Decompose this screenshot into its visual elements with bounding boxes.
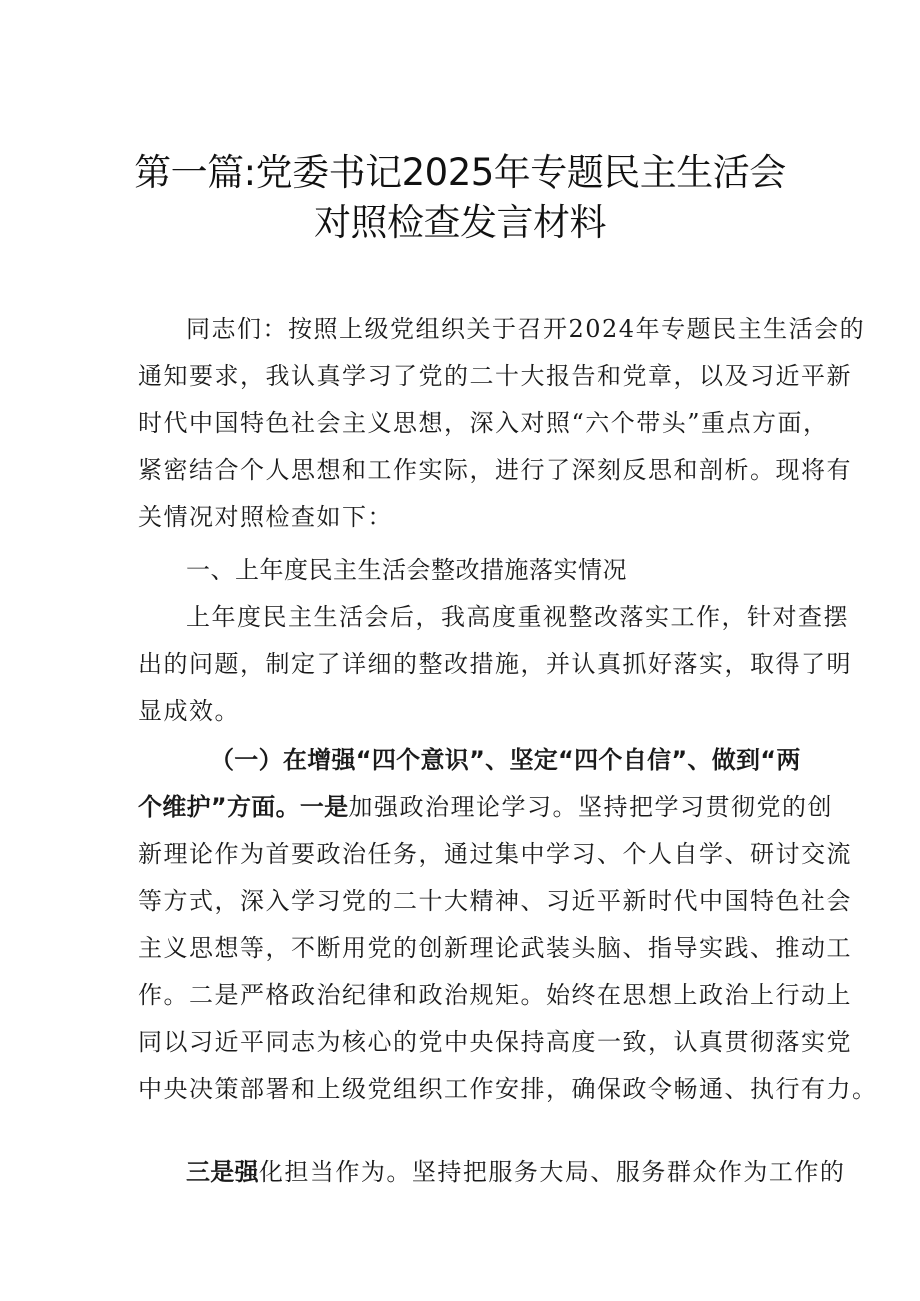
point-3-lead: 三是强 (186, 1158, 259, 1186)
subsection-1-heading: （一）在增强“四个意识”、坚定“四个自信”、做到“两 (210, 746, 801, 774)
intro-line: 通知要求，我认真学习了党的二十大报告和党章，以及习近平新 (138, 362, 852, 390)
intro-line: 紧密结合个人思想和工作实际，进行了深刻反思和剖析。现将有 (138, 456, 852, 484)
section-1-line: 显成效。 (138, 697, 240, 725)
point-3-paragraph (138, 1149, 846, 1196)
intro-line: 关情况对照检查如下： (138, 503, 393, 531)
subsection-1-paragraph (138, 737, 878, 1113)
section-1-paragraph (138, 594, 852, 735)
section-1-heading: 一、上年度民主生活会整改措施落实情况 (186, 556, 627, 584)
title-line-1: 第一篇:党委书记2025年专题民主生活会 (134, 151, 786, 194)
subsection-1-line: 新理论作为首要政治任务，通过集中学习、个人自学、研讨交流 (138, 840, 852, 868)
section-1-line: 出的问题，制定了详细的整改措施，并认真抓好落实，取得了明 (138, 650, 852, 678)
subsection-1-line (138, 784, 833, 831)
intro-line: 同志们：按照上级党组织关于召开2024年专题民主生活会的 (186, 315, 866, 343)
subsection-1-line: 同以习近平同志为核心的党中央保持高度一致，认真贯彻落实党 (138, 1028, 852, 1056)
section-1-heading-block (138, 547, 786, 594)
subsection-1-line: 主义思想等，不断用党的创新理论武装头脑、指导实践、推动工 (138, 934, 852, 962)
subsection-1-heading-cont: 个维护”方面。一是 (138, 793, 349, 821)
subsection-1-text: 加强政治理论学习。坚持把学习贯彻党的创 (348, 793, 833, 821)
intro-line: 时代中国特色社会主义思想，深入对照“六个带头”重点方面， (138, 409, 829, 437)
subsection-1-line: 作。二是严格政治纪律和政治规矩。始终在思想上政治上行动上 (138, 981, 852, 1009)
point-3-line (138, 1149, 846, 1196)
document-title (0, 148, 920, 248)
section-1-line: 上年度民主生活会后，我高度重视整改落实工作，针对查摆 (186, 603, 849, 631)
subsection-1-line: 等方式，深入学习党的二十大精神、习近平新时代中国特色社会 (138, 887, 852, 915)
intro-paragraph (138, 306, 866, 541)
point-3-text: 化担当作为。坚持把服务大局、服务群众作为工作的 (258, 1158, 846, 1186)
title-line-2: 对照检查发言材料 (314, 201, 606, 244)
subsection-1-line: 中央决策部署和上级党组织工作安排，确保政令畅通、执行有力。 (138, 1075, 878, 1103)
